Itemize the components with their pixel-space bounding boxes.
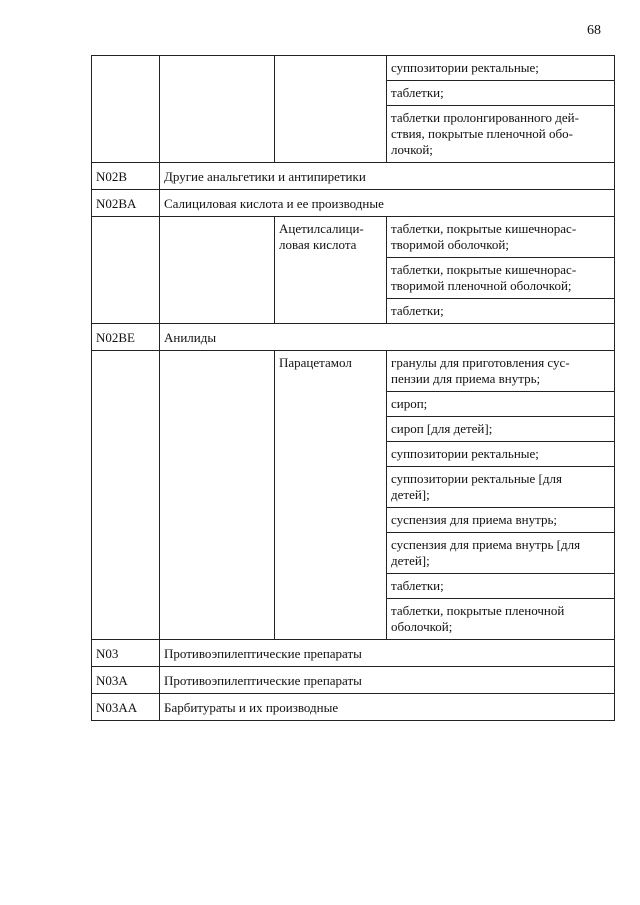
dosage-form-cell — [387, 56, 615, 81]
drug-table — [91, 55, 615, 721]
atc-code-cell — [92, 217, 160, 324]
dosage-form-line: пензии для приема внутрь; — [391, 371, 541, 386]
dosage-form-cell — [387, 417, 615, 442]
table-row — [92, 217, 615, 258]
dosage-form-line: таблетки пролонгированного дей- — [391, 110, 579, 125]
dosage-form: суспензия для приема внутрь; — [391, 512, 558, 527]
dosage-form-cell — [387, 467, 615, 508]
substance-cell — [275, 217, 387, 324]
substance-cell — [275, 351, 387, 640]
group-row — [92, 324, 615, 351]
group-name: Противоэпилептические препараты — [160, 667, 615, 694]
substance-name: Парацетамол — [279, 355, 352, 370]
atc-code: N03AA — [92, 694, 160, 721]
dosage-form-line: детей]; — [391, 487, 430, 502]
dosage-form: таблетки; — [391, 303, 444, 318]
group-row — [92, 640, 615, 667]
dosage-form-line: гранулы для приготовления сус- — [391, 355, 570, 370]
dosage-form-cell — [387, 508, 615, 533]
dosage-form-line: суппозитории ректальные [для — [391, 471, 562, 486]
dosage-form-cell — [387, 599, 615, 640]
dosage-form-cell — [387, 392, 615, 417]
group-row — [92, 190, 615, 217]
dosage-form-line: творимой пленочной оболочкой; — [391, 278, 572, 293]
atc-code: N02BA — [92, 190, 160, 217]
dosage-form-line: ствия, покрытые пленочной обо- — [391, 126, 573, 141]
dosage-form-cell — [387, 574, 615, 599]
atc-code-cell — [92, 351, 160, 640]
dosage-form-cell — [387, 217, 615, 258]
dosage-form-cell — [387, 81, 615, 106]
group-name-cell — [160, 217, 275, 324]
group-row — [92, 694, 615, 721]
dosage-form-line: оболочкой; — [391, 619, 453, 634]
dosage-form-line: детей]; — [391, 553, 430, 568]
group-name-cell — [160, 351, 275, 640]
dosage-form-cell — [387, 258, 615, 299]
atc-code: N02BE — [92, 324, 160, 351]
dosage-form: суппозитории ректальные; — [391, 60, 539, 75]
group-name-cell — [160, 56, 275, 163]
dosage-form: сироп [для детей]; — [391, 421, 493, 436]
dosage-form: сироп; — [391, 396, 428, 411]
group-name: Салициловая кислота и ее производные — [160, 190, 615, 217]
atc-code-cell — [92, 56, 160, 163]
dosage-form-cell — [387, 351, 615, 392]
dosage-form-line: таблетки, покрытые кишечнорас- — [391, 262, 577, 277]
atc-code: N03 — [92, 640, 160, 667]
table-row — [92, 351, 615, 392]
substance-cell — [275, 56, 387, 163]
page-number: 68 — [587, 23, 601, 38]
atc-code: N03A — [92, 667, 160, 694]
dosage-form-line: суспензия для приема внутрь [для — [391, 537, 581, 552]
group-name: Барбитураты и их производные — [160, 694, 615, 721]
dosage-form-cell — [387, 533, 615, 574]
dosage-form-line: таблетки, покрытые пленочной — [391, 603, 565, 618]
dosage-form-cell — [387, 106, 615, 163]
group-name: Противоэпилептические препараты — [160, 640, 615, 667]
group-name: Анилиды — [160, 324, 615, 351]
dosage-form-cell — [387, 442, 615, 467]
dosage-form: таблетки; — [391, 578, 444, 593]
group-row — [92, 667, 615, 694]
dosage-form-line: таблетки, покрытые кишечнорас- — [391, 221, 577, 236]
group-name: Другие анальгетики и антипиретики — [160, 163, 615, 190]
dosage-form: таблетки; — [391, 85, 444, 100]
substance-name-line: Ацетилсалици- — [279, 221, 364, 236]
dosage-form-cell — [387, 299, 615, 324]
group-row — [92, 163, 615, 190]
atc-code: N02B — [92, 163, 160, 190]
dosage-form-line: творимой оболочкой; — [391, 237, 509, 252]
dosage-form: суппозитории ректальные; — [391, 446, 539, 461]
table-row — [92, 56, 615, 81]
substance-name-line: ловая кислота — [279, 237, 357, 252]
dosage-form-line: лочкой; — [391, 142, 433, 157]
